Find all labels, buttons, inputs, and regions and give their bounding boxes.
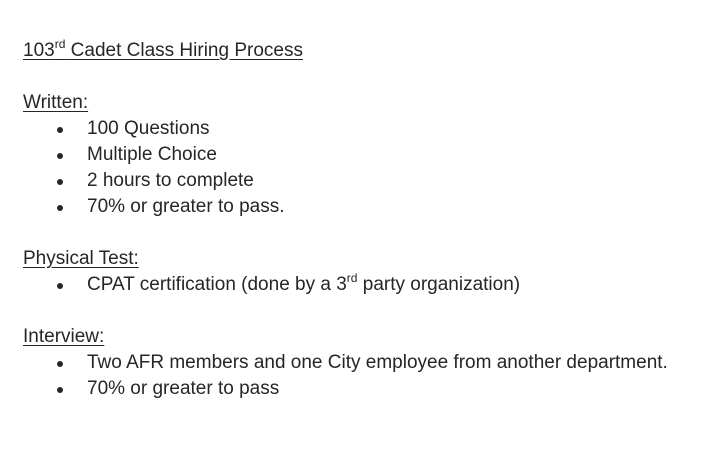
bullet-icon xyxy=(57,205,63,211)
list-item-text: Two AFR members and one City employee from another department. xyxy=(87,352,668,373)
list-item xyxy=(23,272,693,298)
document-title xyxy=(23,38,693,64)
document-body xyxy=(23,38,693,428)
list-item xyxy=(23,194,693,220)
interview-list xyxy=(23,350,693,402)
section-interview xyxy=(23,324,693,402)
list-item-text: 100 Questions xyxy=(87,118,210,139)
list-item xyxy=(23,168,693,194)
list-item-text: 70% or greater to pass xyxy=(87,378,280,399)
bullet-icon xyxy=(57,387,63,393)
list-item-text: 2 hours to complete xyxy=(87,170,254,191)
list-item-text: Multiple Choice xyxy=(87,144,217,165)
bullet-icon xyxy=(57,361,63,367)
bullet-icon xyxy=(57,179,63,185)
list-item xyxy=(23,376,693,402)
list-item-superscript: rd xyxy=(346,270,358,285)
section-written xyxy=(23,90,693,220)
bullet-icon xyxy=(57,127,63,133)
bullet-icon xyxy=(57,283,63,289)
list-item-text-rest: party organization) xyxy=(357,274,521,295)
section-heading-interview: Interview: xyxy=(23,326,105,347)
list-item xyxy=(23,142,693,168)
list-item xyxy=(23,116,693,142)
physical-test-list xyxy=(23,272,693,298)
title-text: Cadet Class Hiring Process xyxy=(65,40,303,61)
list-item-text: 70% or greater to pass. xyxy=(87,196,285,217)
title-superscript: rd xyxy=(54,36,66,51)
written-list xyxy=(23,116,693,220)
bullet-icon xyxy=(57,153,63,159)
section-heading-physical-test: Physical Test: xyxy=(23,248,139,269)
list-item-text-prefix: CPAT certification (done by a 3 xyxy=(87,274,347,295)
title-number: 103 xyxy=(23,40,55,61)
list-item xyxy=(23,350,693,376)
section-heading-written: Written: xyxy=(23,92,89,113)
section-physical-test xyxy=(23,246,693,298)
